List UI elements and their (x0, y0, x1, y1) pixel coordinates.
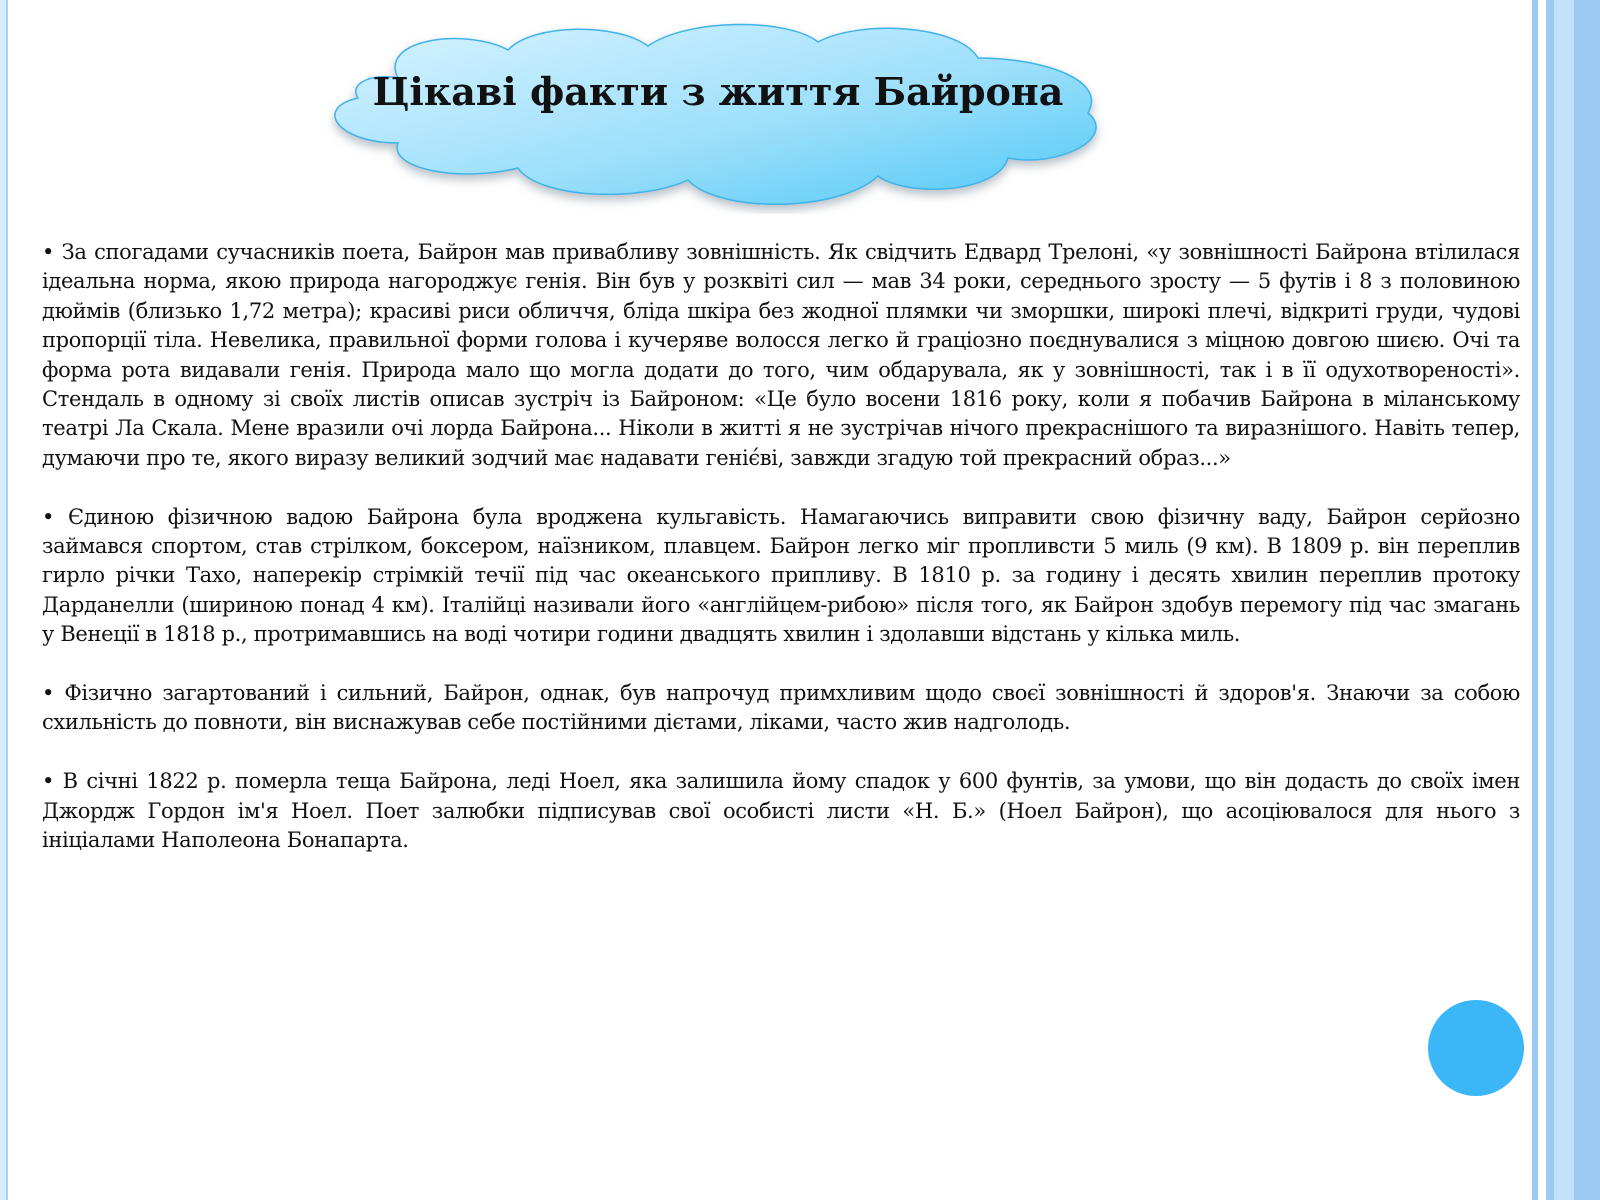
right-stripe-decoration (1546, 0, 1554, 1200)
fact-paragraph-sports: • Єдиною фізичною вадою Байрона була вроджена кульгавість. Намагаючись виправити свою фізичну ваду, Байрон серйозно займався спортом, став стрілком, боксером, наїзником, плавцем. Байрон легко міг пропливсти 5 миль (9 км). В 1809 р. він переплив гирло річки Тахо, наперекір стрімкій течії під час океанського припливу. В 1810 р. за годину і десять хвилин переплив протоку Дарданелли (шириною понад 4 км). Італійці називали його «англійцем-рибою» після того, як Байрон здобув перемогу під час змагань у Венеції в 1818 р., протримавшись на воді чотири години двадцять хвилин і здолавши відстань у кілька миль. (42, 504, 1520, 647)
fact-paragraph-health: • Фізично загартований і сильний, Байрон, однак, був напрочуд примхливим щодо своєї зовнішності й здоров'я. Знаючи за собою схильність до повноти, він виснажував себе постійними дієтами, ліками, часто жив надголодь. (42, 681, 1520, 735)
right-stripe-decoration (1574, 0, 1600, 1200)
right-stripe-decoration (1554, 0, 1574, 1200)
title-cloud (318, 18, 1118, 214)
fact-paragraph-inheritance: • В січні 1822 р. померла теща Байрона, леді Ноел, яка залишила йому спадок у 600 фунтів, за умови, що він додасть до своїх імен Джордж Гордон ім'я Ноел. Поет залюбки підписував свої особисті листи «Н. Б.» (Ноел Байрон), що асоціювалося для нього з ініціалами Наполеона Бонапарта. (42, 769, 1520, 853)
fact-paragraph-appearance: • За спогадами сучасників поета, Байрон мав привабливу зовнішність. Як свідчить Едвард Трелоні, «у зовнішності Байрона втілилася ідеальна норма, якою природа нагороджує генія. Він був у розквіті сил — мав 34 роки, середнього зросту — 5 футів і 8 з половиною дюймів (близько 1,72 метра); красиві риси обличчя, бліда шкіра без жодної плямки чи зморшки, широкі плечі, відкриті груди, чудові пропорції тіла. Невелика, правильної форми голова і кучеряве волосся легко й граціозно поєднувалися з міцною довгою шиєю. Очі та форма рота видавали генія. Природа мало що могла додати до того, чим обдарувала, як у зовнішності, так і в її одухотвореності». Стендаль в одному зі своїх листів описав зустріч із Байроном: «Це було восени 1816 року, коли я побачив Байрона в міланському театрі Ла Скала. Мене вразили очі лорда Байрона... Ніколи в житті я не зустрічав нічого прекраснішого та виразнішого. Навіть тепер, думаючи про те, якого виразу великий зодчий має надавати геніє́ві, завжди згадую той прекрасний образ...» (42, 240, 1520, 470)
slide-title: Цікаві факти з життя Байрона (372, 69, 1064, 114)
slide-body (42, 238, 1520, 885)
left-border-decoration (0, 0, 8, 1200)
decorative-circle (1428, 1000, 1524, 1096)
right-stripe-decoration (1538, 0, 1546, 1200)
